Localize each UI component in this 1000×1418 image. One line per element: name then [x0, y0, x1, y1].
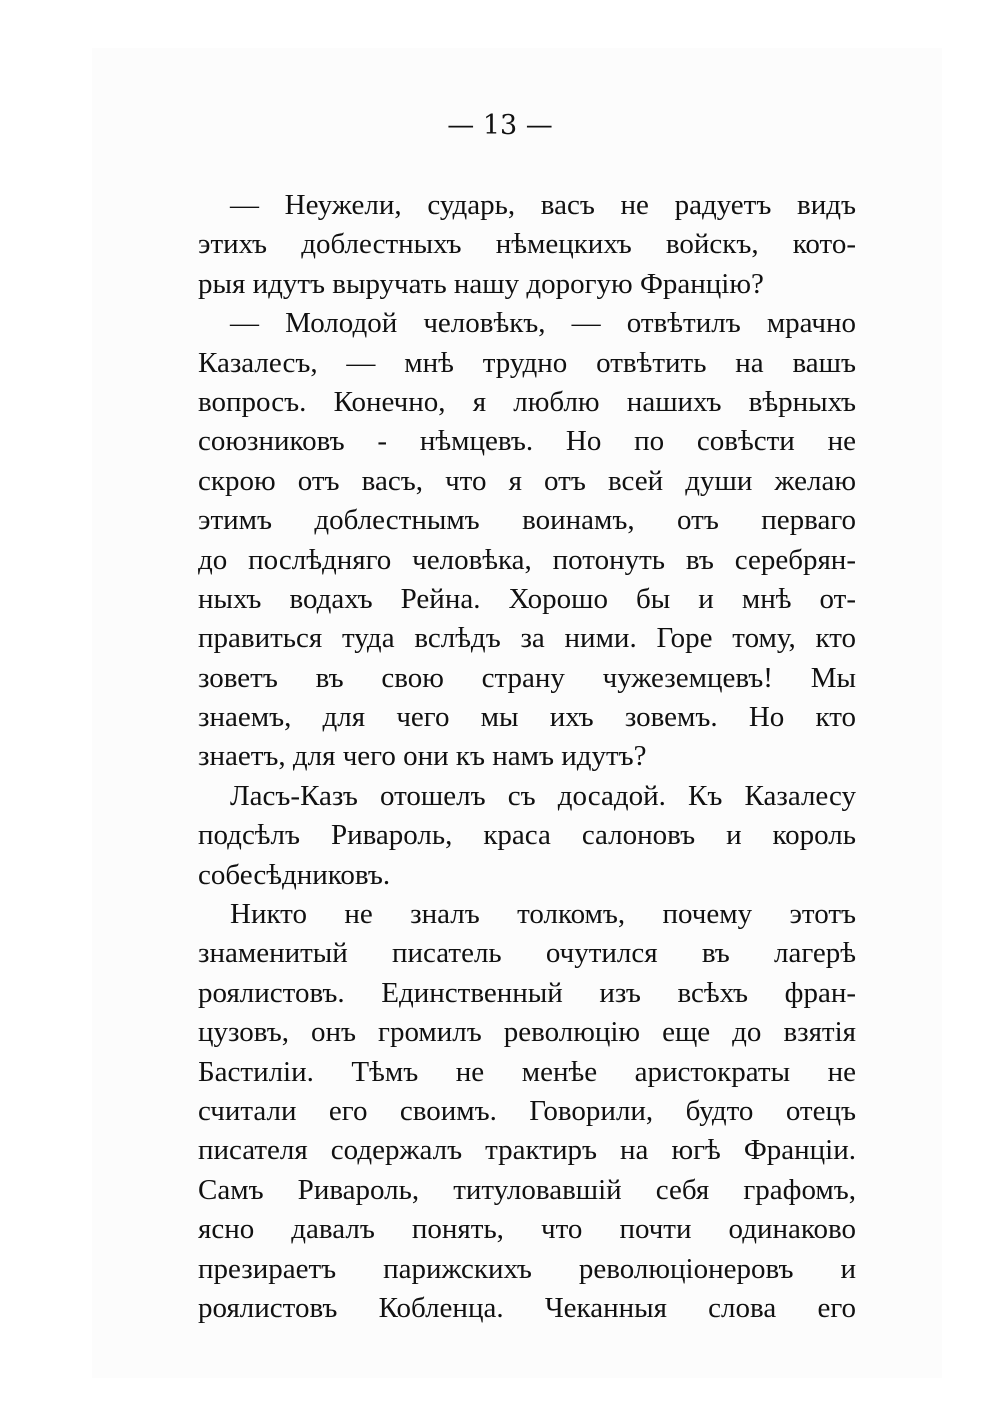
- page-number: — 13 —: [447, 110, 553, 141]
- text-line: цузовъ, онъ громилъ революцію еще до взятія: [198, 1016, 856, 1049]
- text-line: роялистовъ Кобленца. Чеканныя слова его: [198, 1291, 856, 1324]
- text-line: считали его своимъ. Говорили, будто отецъ: [198, 1094, 856, 1127]
- text-line: знаменитый писатель очутился въ лагерѣ: [198, 937, 856, 970]
- text-line: писателя содержалъ трактиръ на югѣ Франціи.: [198, 1134, 856, 1167]
- text-line: — Неужели, сударь, васъ не радуетъ видъ: [230, 189, 856, 221]
- text-line: союзниковъ - нѣмцевъ. Но по совѣсти не: [198, 425, 856, 458]
- text-line: этихъ доблестныхъ нѣмецкихъ войскъ, кото-: [198, 228, 856, 261]
- text-line: Казалесъ, — мнѣ трудно отвѣтить на вашъ: [198, 346, 856, 379]
- text-line: Никто не зналъ толкомъ, почему этотъ: [230, 898, 856, 931]
- text-line: знаетъ, для чего они къ намъ идутъ?: [198, 740, 647, 773]
- text-line: ясно давалъ понять, что почти одинаково: [198, 1213, 856, 1246]
- text-line: правиться туда вслѣдъ за ними. Горе тому, кто: [198, 622, 856, 655]
- text-line: Бастиліи. Тѣмъ не менѣе аристократы не: [198, 1055, 856, 1088]
- text-line: собесѣдниковъ.: [198, 858, 391, 891]
- text-line: ныхъ водахъ Рейна. Хорошо бы и мнѣ от-: [198, 582, 856, 615]
- text-line: презираетъ парижскихъ революціонеровъ и: [198, 1252, 856, 1285]
- text-line: Самъ Ривароль, титуловавшій себя графомъ,: [198, 1173, 856, 1206]
- text-line: роялистовъ. Единственный изъ всѣхъ фран-: [198, 976, 856, 1009]
- text-line: до послѣдняго человѣка, потонуть въ серебрян-: [198, 543, 856, 576]
- text-line: подсѣлъ Ривароль, краса салоновъ и король: [198, 819, 856, 852]
- text-line: Ласъ-Казъ отошелъ съ досадой. Къ Казалесу: [230, 779, 856, 812]
- text-line: скрою отъ васъ, что я отъ всей души желаю: [198, 464, 856, 497]
- text-line: рыя идутъ выручать нашу дорогую Францію?: [198, 267, 764, 300]
- text-line: вопросъ. Конечно, я люблю нашихъ вѣрныхъ: [198, 385, 856, 418]
- text-line: этимъ доблестнымъ воинамъ, отъ перваго: [198, 504, 856, 537]
- text-line: знаемъ, для чего мы ихъ зовемъ. Но кто: [198, 701, 856, 734]
- body-text: [198, 186, 856, 1328]
- text-line: — Молодой человѣкъ, — отвѣтилъ мрачно: [230, 307, 856, 340]
- text-line: зоветъ въ свою страну чужеземцевъ! Мы: [198, 661, 856, 694]
